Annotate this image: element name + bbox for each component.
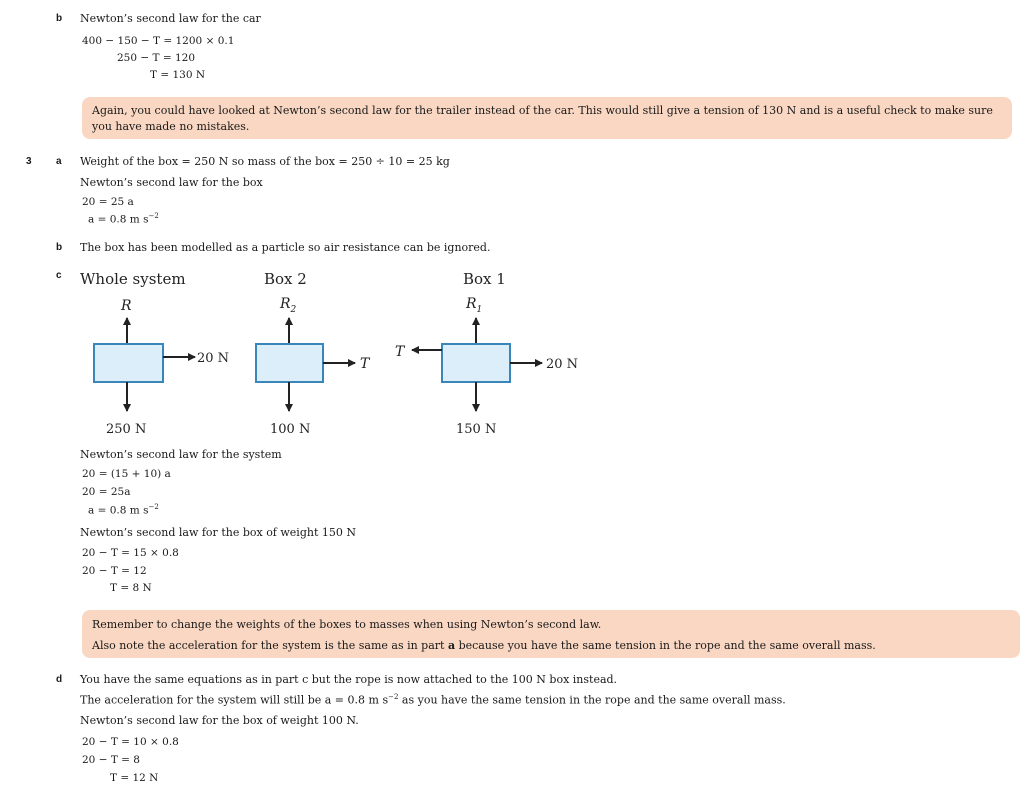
part-label-b: b — [56, 13, 63, 24]
part-label-d: d — [56, 674, 63, 685]
equation: 20 = 25a — [82, 486, 131, 498]
force-label: 20 N — [197, 351, 230, 366]
force-diagram — [0, 262, 620, 442]
title-box-1: Box 1 — [463, 270, 506, 288]
air-resistance-note: The box has been modelled as a particle so air resistance can be ignored. — [80, 241, 491, 254]
heading-box-100-law: Newton’s second law for the box of weight 100 N. — [80, 714, 359, 727]
same-equations-note: You have the same equations as in part c but the rope is now attached to the 100 N box instead. — [80, 673, 618, 686]
part-label-a: a — [56, 156, 62, 167]
equation: a = 0.8 m $s^{-2}$ — [88, 212, 159, 226]
reaction-label: $R_1$ — [466, 296, 483, 315]
title-box-2: Box 2 — [264, 270, 307, 288]
tip-line: Also note the acceleration for the system is the same as in part a because you have the same tension in the rope and the same overall mass. — [92, 639, 876, 652]
tension-label: T — [360, 356, 370, 372]
equation: 20 = 25 a — [82, 196, 134, 208]
title-whole-system: Whole system — [80, 270, 186, 288]
weight-label: 250 N — [106, 422, 147, 437]
reaction-label: R — [121, 298, 132, 314]
weight-label: 100 N — [270, 422, 311, 437]
box-whole-system — [94, 344, 163, 382]
mass-statement: Weight of the box = 250 N so mass of the box = 250 ÷ 10 = 25 kg — [80, 155, 450, 168]
equation: 20 − T = 8 — [82, 754, 140, 766]
heading-car-law: Newton’s second law for the car — [80, 12, 261, 25]
tip-box — [82, 97, 1012, 139]
equation: 20 − T = 15 × 0.8 — [82, 547, 179, 559]
question-number: 3 — [26, 156, 32, 167]
part-label-b: b — [56, 242, 63, 253]
equation: 20 − T = 10 × 0.8 — [82, 736, 179, 748]
heading-box-150-law: Newton’s second law for the box of weight 150 N — [80, 526, 356, 539]
equation: 20 = (15 + 10) a — [82, 468, 171, 480]
equation: a = 0.8 m $s^{-2}$ — [88, 503, 159, 517]
box-2 — [256, 344, 323, 382]
weight-label: 150 N — [456, 422, 497, 437]
heading-box-law: Newton’s second law for the box — [80, 176, 263, 189]
equation: T = 8 N — [110, 582, 152, 594]
equation: T = 130 N — [150, 69, 206, 81]
box-1 — [442, 344, 510, 382]
tension-label: T — [395, 344, 405, 360]
reaction-label: $R_2$ — [280, 296, 297, 315]
equation: 250 − T = 120 — [117, 52, 196, 64]
equation: 400 − 150 − T = 1200 × 0.1 — [82, 35, 235, 47]
equation: T = 12 N — [110, 772, 159, 784]
equation: 20 − T = 12 — [82, 565, 147, 577]
part-label-c: c — [56, 270, 62, 281]
tip-line: Remember to change the weights of the boxes to masses when using Newton’s second law. — [92, 618, 602, 631]
force-label: 20 N — [546, 357, 579, 372]
heading-system-law: Newton’s second law for the system — [80, 448, 282, 461]
tip-box — [82, 610, 1020, 658]
acceleration-note: The acceleration for the system will still be a = 0.8 m $s^{-2}$ as you have the same tension in the rope and the same overall mass. — [80, 693, 786, 707]
tip-text: Again, you could have looked at Newton’s second law for the trailer instead of the car. This would still give a tension of 130 N and is a useful check to make sure you have made no mistakes. — [92, 104, 993, 133]
